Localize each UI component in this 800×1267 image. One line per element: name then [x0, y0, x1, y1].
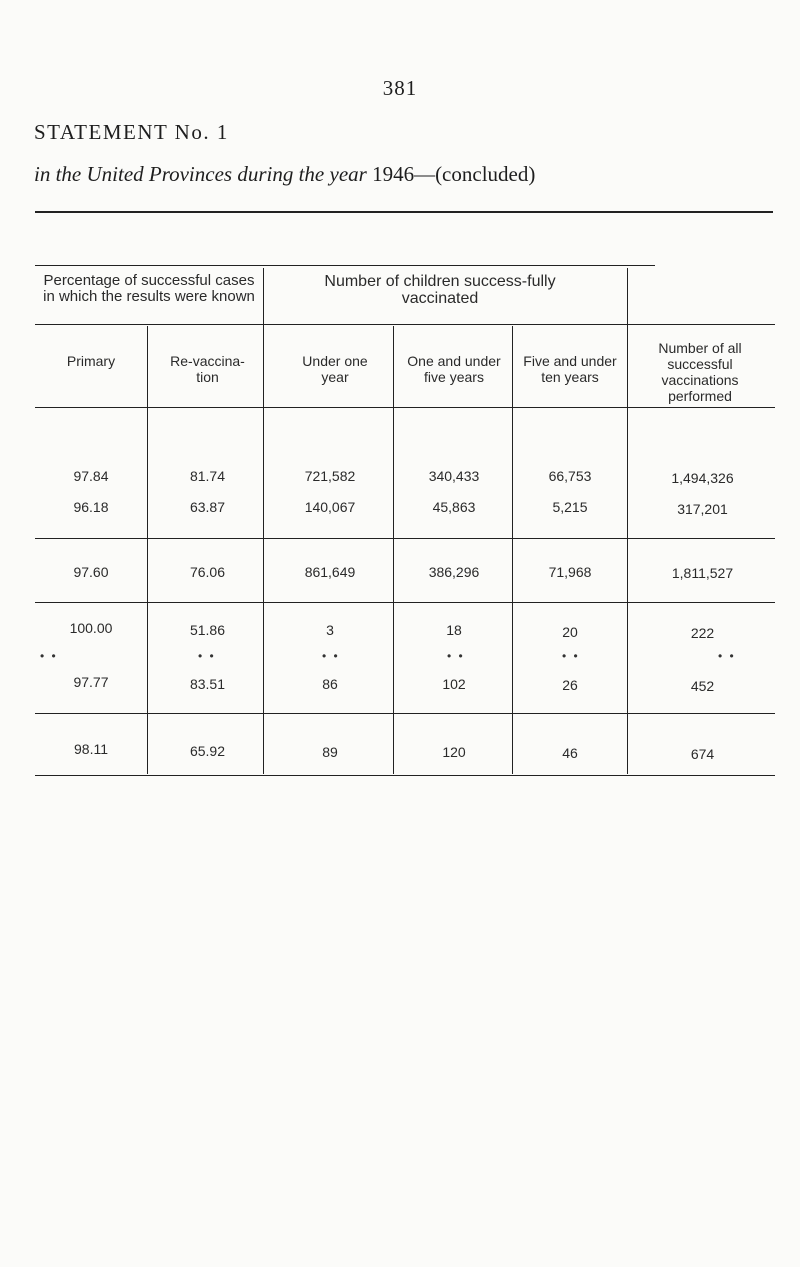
cell-under-one: 89 — [322, 744, 338, 760]
cell-under-one: 140,067 — [304, 499, 356, 515]
cell-primary: 100.00 — [69, 620, 113, 636]
subtitle-year: 1946—(concluded) — [372, 162, 536, 186]
vertical-rule-4 — [512, 326, 513, 774]
placeholder-dots: • • — [718, 649, 736, 663]
cell-total: 222 — [690, 625, 715, 641]
placeholder-dots: • • — [40, 649, 58, 663]
subtitle — [34, 162, 535, 187]
cell-revaccination: 76.06 — [189, 564, 226, 580]
subtitle-italic: in the United Provinces during the year — [34, 162, 367, 186]
cell-total: 452 — [690, 678, 715, 694]
vertical-rule-2 — [263, 268, 264, 774]
placeholder-dots: • • — [447, 649, 465, 663]
cell-total: 1,494,326 — [671, 470, 734, 486]
vertical-rule-3 — [393, 326, 394, 774]
cell-five-to-ten: 20 — [562, 624, 578, 640]
column-header-total-successful: Number of all successful vaccinations performed — [658, 340, 742, 404]
cell-primary: 97.84 — [73, 468, 109, 484]
cell-one-to-five: 120 — [442, 744, 466, 760]
cell-five-to-ten: 5,215 — [552, 499, 588, 515]
cell-revaccination: 65.92 — [189, 743, 226, 759]
vertical-rule-5 — [627, 268, 628, 774]
cell-under-one: 721,582 — [304, 468, 356, 484]
percentage-group-header: Percentage of successful cases in which the results were known — [43, 272, 255, 305]
section-rule-1 — [35, 538, 775, 539]
cell-under-one: 86 — [322, 676, 338, 692]
cell-one-to-five: 18 — [446, 622, 462, 638]
cell-five-to-ten: 26 — [562, 677, 578, 693]
cell-one-to-five: 386,296 — [428, 564, 480, 580]
statement-title: STATEMENT No. 1 — [34, 120, 229, 144]
cell-revaccination: 83.51 — [189, 676, 226, 692]
top-rule — [35, 211, 773, 213]
column-header-under-one-year: Under one year — [302, 353, 368, 385]
cell-primary: 97.60 — [73, 564, 109, 580]
cell-five-to-ten: 66,753 — [548, 468, 592, 484]
cell-revaccination: 63.87 — [189, 499, 226, 515]
vertical-rule-1 — [147, 326, 148, 774]
cell-revaccination: 81.74 — [189, 468, 226, 484]
placeholder-dots: • • — [562, 649, 580, 663]
cell-total: 1,811,527 — [671, 565, 734, 581]
cell-five-to-ten: 71,968 — [548, 564, 592, 580]
section-rule-3 — [35, 713, 775, 714]
page-number: 381 — [382, 76, 418, 100]
section-rule-2 — [35, 602, 775, 603]
table-top-rule — [35, 265, 655, 266]
cell-five-to-ten: 46 — [562, 745, 578, 761]
children-group-header: Number of children success-fully vaccinated — [324, 273, 556, 307]
group-header-rule — [35, 324, 775, 325]
cell-one-to-five: 340,433 — [428, 468, 480, 484]
column-header-five-to-ten: Five and under ten years — [523, 353, 617, 385]
cell-primary: 98.11 — [74, 741, 108, 757]
cell-primary: 96.18 — [73, 499, 109, 515]
column-header-revaccination: Re-vaccina-tion — [170, 353, 245, 385]
column-header-rule — [35, 407, 775, 408]
cell-under-one: 3 — [326, 622, 334, 638]
placeholder-dots: • • — [198, 649, 216, 663]
cell-primary: 97.77 — [73, 674, 109, 690]
column-header-primary: Primary — [66, 353, 116, 369]
cell-revaccination: 51.86 — [189, 622, 226, 638]
placeholder-dots: • • — [322, 649, 340, 663]
cell-one-to-five: 102 — [442, 676, 466, 692]
column-header-one-to-five: One and under five years — [407, 353, 501, 385]
table-bottom-rule — [35, 775, 775, 776]
cell-one-to-five: 45,863 — [432, 499, 476, 515]
cell-under-one: 861,649 — [304, 564, 356, 580]
cell-total: 317,201 — [677, 501, 728, 517]
cell-total: 674 — [690, 746, 715, 762]
